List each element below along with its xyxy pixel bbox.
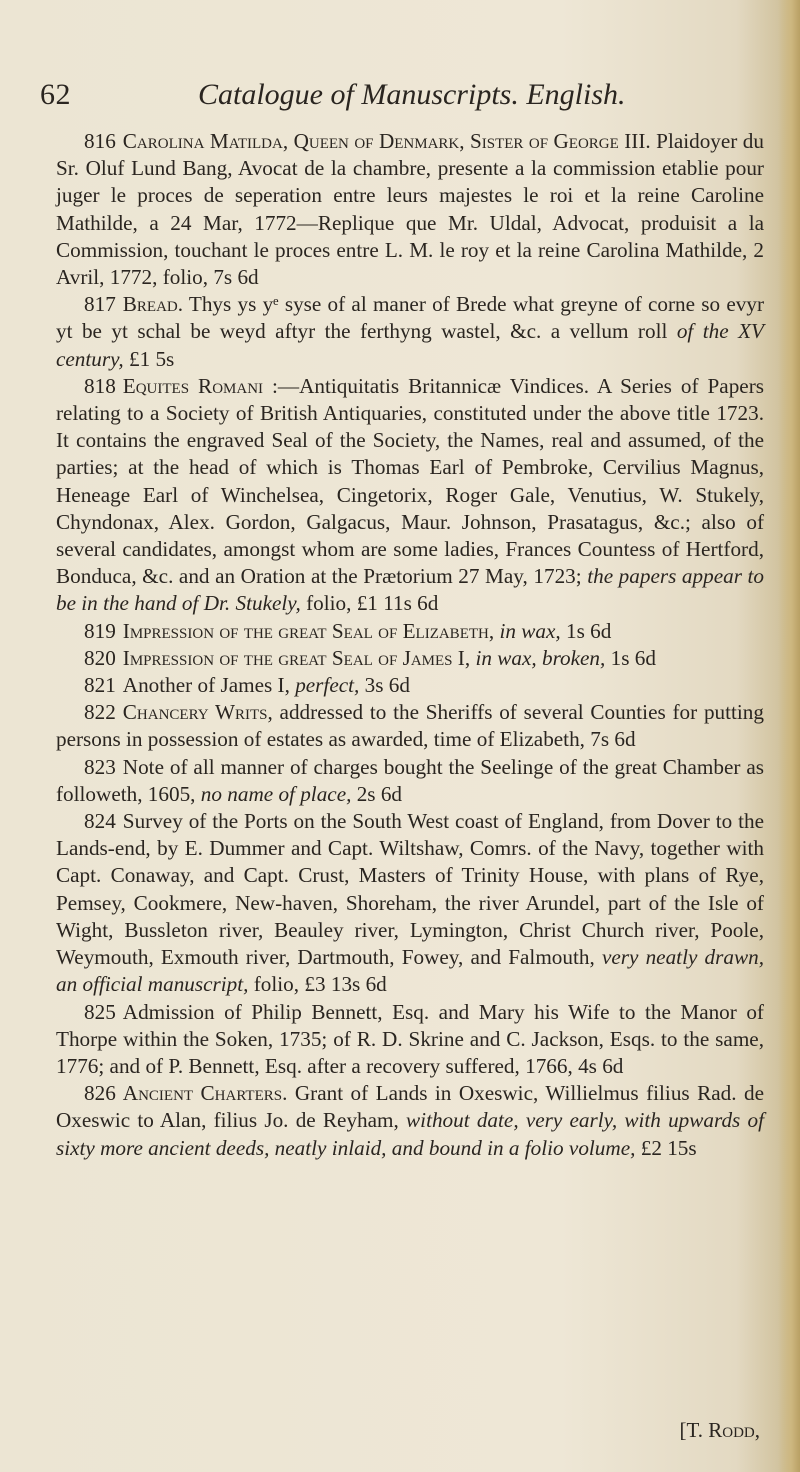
- entry-price: 3s 6d: [359, 673, 410, 698]
- catchword-name: Rodd,: [708, 1418, 760, 1442]
- entry-price: 1s 6d: [560, 618, 612, 643]
- catalogue-entry-817: [56, 291, 764, 373]
- entry-title: Ancient Charters.: [122, 1081, 288, 1106]
- entry-price: £1 5s: [123, 346, 175, 371]
- entry-italic-note: of the XV century,: [56, 319, 764, 371]
- entry-number: 824: [84, 809, 116, 834]
- entry-italic-note: perfect,: [295, 673, 360, 698]
- entry-price: £2 15s: [635, 1135, 697, 1160]
- catchword-bracket: [T.: [679, 1418, 703, 1442]
- entry-italic-note: very neatly drawn, an official manuscript,: [56, 945, 764, 997]
- entry-text: Survey of the Ports on the South West coast of England, from Dover to the Lands-end, by E. Dummer and Capt. Wiltshaw, Comrs. of the Navy, together with Capt. Conaway, and Capt. Crust, Masters of Trinity House, with plans of Rye, Pemsey, Cookmere, New-haven, Shoreham, the river Arundel, part of the Isle of Wight, Bussleton river, Beauley river, Lymington, Christ Church river, Poole, Weymouth, Exmouth river, Dartmouth, Fowey, and Falmouth,: [56, 809, 764, 970]
- entry-number: 819: [84, 618, 116, 643]
- running-title: Catalogue of Manuscripts. English.: [198, 78, 626, 111]
- catalogue-entry-819: [56, 618, 764, 645]
- entry-text: addressed to the Sheriffs of several Counties for putting persons in possession of estates as awarded, time of Elizabeth, 7s 6d: [56, 700, 764, 752]
- catalogue-entry-820: [56, 645, 764, 672]
- entry-number: 821: [84, 673, 116, 698]
- catalogue-entry-816: [56, 128, 764, 291]
- page-header: [40, 78, 750, 118]
- entry-italic-note: in wax, broken,: [475, 645, 606, 670]
- page-number: 62: [40, 78, 71, 111]
- entry-text: Plaidoyer du Sr. Oluf Lund Bang, Avocat de la chambre, presente a la commission etablie pour juger le proces de seperation entre leurs majestes le roi et la reine Caroline Mathilde, a 24 Mar, 1772—Replique que Mr. Uldal, Advocat, produisit a la Commission, touchant le proces entre L. M. le roy et la reine Carolina Mathilde, 2 Avril, 1772, folio, 7s 6d: [56, 129, 764, 290]
- entry-text: Another of James I,: [122, 673, 296, 698]
- entry-number: 823: [84, 754, 116, 779]
- entry-price: 1s 6d: [605, 645, 656, 670]
- entry-text: Admission of Philip Bennett, Esq. and Mary his Wife to the Manor of Thorpe within the Soken, 1735; of R. D. Skrine and C. Jackson, Esqs. to the same, 1776; and of P. Bennett, Esq. after a recovery suffered, 1766, 4s 6d: [56, 999, 764, 1078]
- entry-title: Impression of the great Seal of James I,: [122, 645, 471, 670]
- entry-number: 825: [84, 999, 116, 1024]
- catalogue-entry-824: [56, 808, 764, 998]
- catalogue-entry-825: [56, 999, 764, 1081]
- page-edge-stain: [778, 0, 800, 1472]
- entry-text: :—Antiquitatis Britannicæ Vindices. A Series of Papers relating to a Society of British Antiquaries, constituted under the above title 1723. It contains the engraved Seal of the Society, the Names, real and assumed, of the parties; at the head of which is Thomas Earl of Pembroke, Cervilius Magnus, Heneage Earl of Winchelsea, Cingetorix, Roger Gale, Venutius, W. Stukely, Chyndonax, Alex. Gordon, Galgacus, Maur. Johnson, Prasatagus, &c.; also of several candidates, amongst whom are some ladies, Frances Countess of Hertford, Bonduca, &c. and an Oration at the Prætorium 27 May, 1723;: [56, 373, 765, 589]
- entry-title: Carolina Matilda, Queen of Denmark, Sister of George III.: [122, 129, 651, 153]
- entry-text: Thys ys yᵉ syse of al maner of Brede what greyne of corne so evyr yt be yt schal be weyd aftyr the ferthyng wastel, &c. a vellum roll: [56, 292, 764, 344]
- catalogue-entry-818: [56, 373, 764, 618]
- entry-price: folio, £1 11s 6d: [300, 591, 439, 616]
- catchword: [679, 1418, 760, 1443]
- entry-number: 822: [84, 700, 116, 725]
- entry-italic-note: without date, very early, with upwards of sixty more ancient deeds, neatly inlaid, and bound in a folio volume,: [56, 1108, 765, 1160]
- entry-number: 820: [84, 645, 116, 670]
- catalogue-entry-822: [56, 699, 764, 753]
- entry-price: folio, £3 13s 6d: [248, 972, 387, 997]
- entry-title: Chancery Writs,: [122, 700, 273, 725]
- entry-number: 826: [84, 1081, 116, 1106]
- entry-italic-note: the papers appear to be in the hand of Dr. Stukely,: [56, 564, 764, 616]
- entry-title: Equites Romani: [122, 373, 264, 398]
- entry-italic-note: no name of place,: [200, 781, 352, 806]
- catalogue-entry-823: [56, 754, 764, 808]
- entry-italic-note: in wax,: [499, 618, 561, 643]
- catalogue-entry-821: [56, 672, 764, 699]
- entry-title: Impression of the great Seal of Elizabeth,: [122, 618, 495, 643]
- entry-price: 2s 6d: [351, 781, 403, 806]
- entry-number: 818: [84, 373, 116, 398]
- entry-number: 817: [84, 292, 116, 317]
- catalogue-entry-826: [56, 1080, 764, 1162]
- entry-title: Bread.: [122, 292, 184, 317]
- catalogue-entries: [56, 128, 764, 1162]
- entry-number: 816: [84, 129, 116, 153]
- entry-text: Grant of Lands in Oxeswic, Willielmus filius Rad. de Oxeswic to Alan, filius Jo. de Reyham,: [56, 1081, 764, 1133]
- entry-text: Note of all manner of charges bought the Seelinge of the great Chamber as followeth, 1605,: [56, 754, 764, 806]
